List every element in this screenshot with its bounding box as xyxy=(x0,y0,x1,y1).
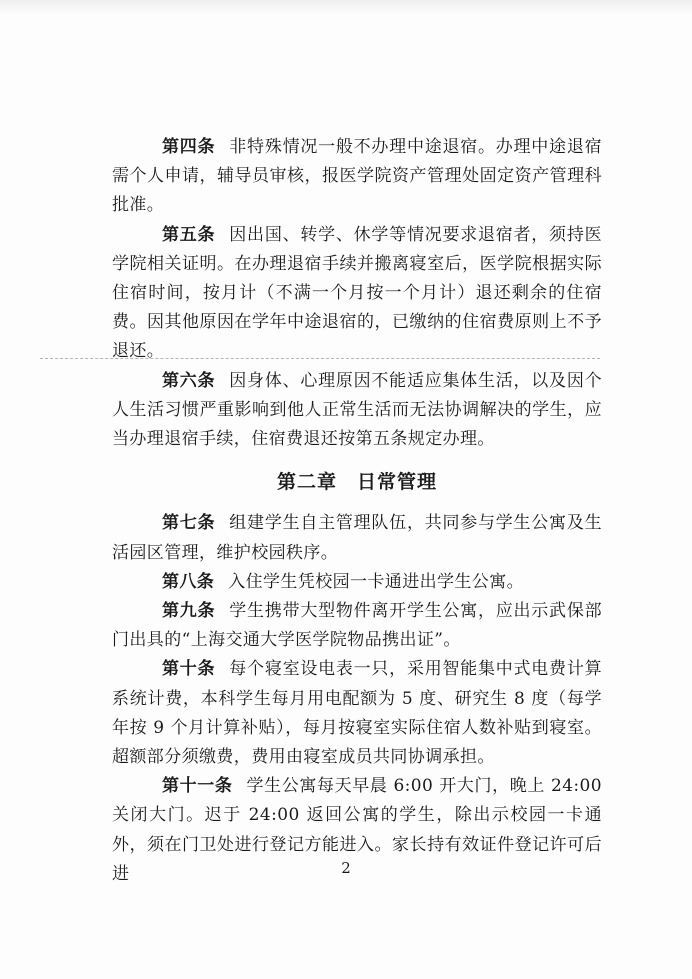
article-paragraph xyxy=(112,367,602,455)
articles-section-1 xyxy=(112,133,602,454)
article-text: 因出国、转学、休学等情况要求退宿者，须持医学院相关证明。在办理退宿手续并搬离寝室后，医学院根据实际住宿时间，按月计（不满一个月按一个月计）退还剩余的住宿费。因其他原因在学年中途退宿的，已缴纳的住宿费原则上不予退还。 xyxy=(112,224,602,362)
article-paragraph xyxy=(112,655,602,772)
article-label: 第九条 xyxy=(162,601,216,622)
article-label: 第五条 xyxy=(162,224,216,245)
article-paragraph xyxy=(112,133,602,221)
chapter-heading xyxy=(112,468,602,497)
article-paragraph xyxy=(112,509,602,567)
article-label: 第十一条 xyxy=(162,776,233,797)
article-paragraph xyxy=(112,568,602,597)
chapter-number: 第二章 xyxy=(276,471,337,494)
article-label: 第六条 xyxy=(162,370,216,391)
chapter-title: 日常管理 xyxy=(357,471,438,494)
scan-edge-shadow xyxy=(0,0,692,14)
articles-section-2 xyxy=(112,509,602,889)
document-body xyxy=(112,133,602,889)
page-number: 2 xyxy=(341,859,351,877)
article-text: 因身体、心理原因不能适应集体生活，以及因个人生活习惯严重影响到他人正常生活而无法协调解决的学生，应当办理退宿手续，住宿费退还按第五条规定办理。 xyxy=(112,370,602,450)
article-text: 入住学生凭校园一卡通进出学生公寓。 xyxy=(228,571,525,592)
article-paragraph xyxy=(112,221,602,367)
article-text: 非特殊情况一般不办理中途退宿。办理中途退宿需个人申请，辅导员审核，报医学院资产管理处固定资产管理科批准。 xyxy=(112,137,602,216)
article-text: 学生携带大型物件离开学生公寓，应出示武保部门出具的“上海交通大学医学院物品携出证”。 xyxy=(112,601,602,651)
article-label: 第四条 xyxy=(162,137,216,157)
article-text: 组建学生自主管理队伍，共同参与学生公寓及生活园区管理，维护校园秩序。 xyxy=(112,513,602,563)
article-paragraph xyxy=(112,597,602,655)
article-text: 学生公寓每天早晨 6:00 开大门，晚上 24:00 关闭大门。迟于 24:00 返回公寓的学生，除出示校园一卡通外，须在门卫处进行登记方能进入。家长持有效证件登记许可后进 xyxy=(112,776,602,884)
article-text: 每个寝室设电表一只，采用智能集中式电费计算系统计费，本科学生每月用电配额为 5 度、研究生 8 度（每学年按 9 个月计算补贴），每月按寝室实际住宿人数补贴到寝室。超额部分须缴费，费用由寝室成员共同协调承担。 xyxy=(112,659,602,768)
article-label: 第十条 xyxy=(162,659,216,680)
article-label: 第七条 xyxy=(162,513,216,534)
article-label: 第八条 xyxy=(162,571,215,592)
